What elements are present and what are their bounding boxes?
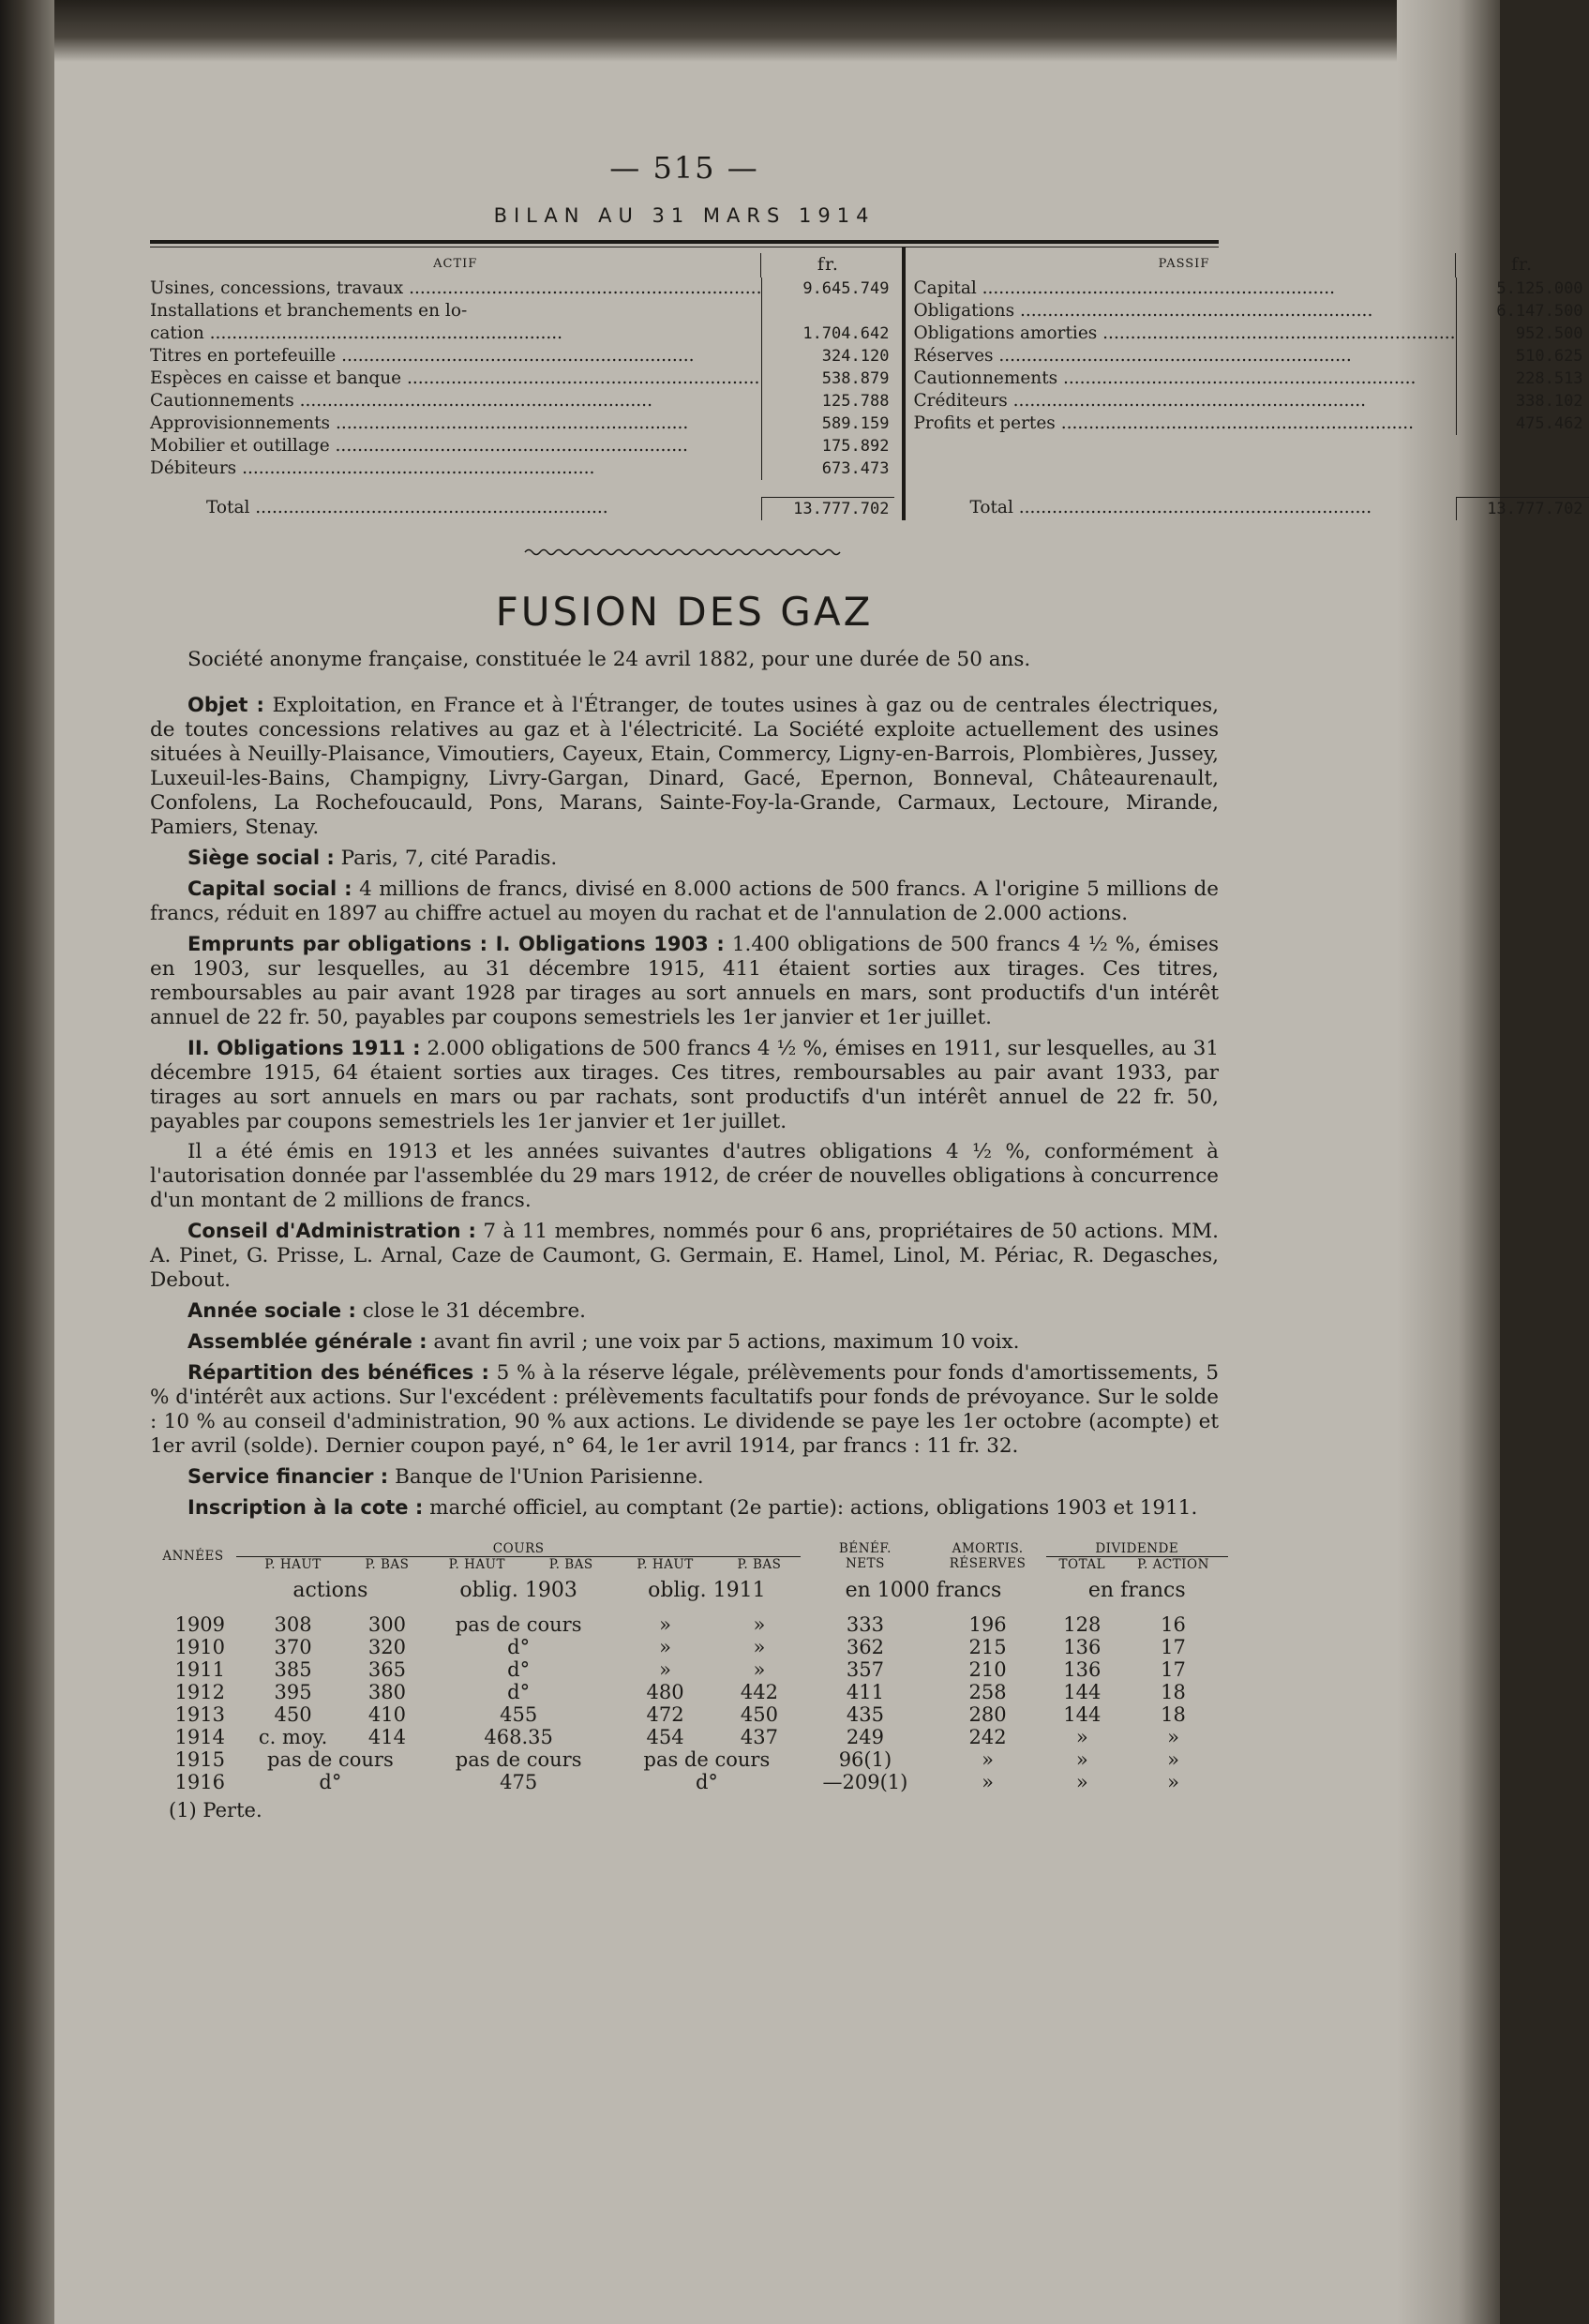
passif-row: [913, 322, 1588, 345]
passif-total-row: [913, 497, 1588, 520]
section-text: 5 % à la réserve légale, prélèvements pour fonds d'amortissements, 5 % d'intérêt aux actions. Sur l'excédent : prélèvements facultatifs pour fonds de prévoyance. Sur le solde : 10 % au conseil d'administration, 90 % aux actions. Le dividende se paye les 1er octobre (acompte) et 1er avril (solde). Dernier coupon payé, n° 64, le 1er avril 1914, par francs : 11 fr. 32.: [150, 1360, 1220, 1458]
price-cell: d°: [507, 1635, 531, 1658]
actif-row-label: Approvisionnements .....: [150, 412, 761, 435]
passif-column: [913, 247, 1588, 520]
actif-row-value: 673.473: [761, 457, 894, 480]
company-section: [150, 846, 1219, 871]
actif-currency: fr.: [760, 253, 894, 277]
section-key: Capital social :: [187, 877, 352, 900]
col-head: RÉSERVES: [949, 1556, 1027, 1572]
passif-row-label: Obligations .....: [913, 300, 1455, 322]
col-head: P. ACTION: [1137, 1556, 1209, 1572]
price-cell: »: [659, 1657, 671, 1681]
price-cell: »: [659, 1635, 671, 1658]
section-text: Exploitation, en France et à l'Étranger, de toutes usines à gaz ou de centrales électriques, de toutes concessions relatives au gaz et à l'électricité. La Société exploite actuellement des usines situées à Neuilly-Plaisance, Vimoutiers, Cayeux, Etain, Commercy, Ligny-en-Barrois, Plombières, Jussey, Luxeuil-les-Bains, Champigny, Livry-Gargan, Dinard, Gacé, Epernon, Bonneval, Châteaurenault, Confolens, La Rochefoucauld, Pons, Marans, Sainte-Foy-la-Grande, Carmaux, Lectoure, Mirande, Pamiers, Stenay.: [150, 693, 1219, 839]
unit-label: actions: [292, 1578, 368, 1602]
column-separator: [902, 247, 906, 520]
passif-row-label: Capital .....: [913, 277, 1455, 300]
value-cell: »: [1167, 1747, 1179, 1771]
value-cell: »: [1167, 1725, 1179, 1748]
value-cell: 362: [846, 1635, 884, 1658]
company-section: [150, 1495, 1219, 1521]
actif-row-label: Mobilier et outillage .....: [150, 435, 761, 457]
value-cell: 435: [846, 1702, 884, 1726]
stats-row: [150, 1703, 1228, 1726]
passif-row-label: Obligations amorties .....: [913, 322, 1455, 345]
year-cell: 1911: [174, 1657, 225, 1681]
price-cell: pas de cours: [267, 1747, 394, 1771]
passif-row-value: 228.513: [1456, 367, 1589, 390]
actif-total-label: Total .....: [150, 497, 761, 520]
bilan-title: BILAN AU 31 MARS 1914: [493, 204, 876, 227]
value-cell: 258: [968, 1680, 1007, 1703]
actif-header: [150, 247, 894, 277]
value-cell: »: [1075, 1770, 1088, 1793]
year-cell: 1914: [174, 1725, 225, 1748]
section-key: Conseil d'Administration :: [187, 1219, 476, 1242]
section-text: Banque de l'Union Parisienne.: [395, 1464, 704, 1489]
stats-row: [150, 1748, 1228, 1771]
stats-row: [150, 1658, 1228, 1681]
section-key: Année sociale :: [187, 1298, 356, 1322]
value-cell: 18: [1161, 1702, 1186, 1726]
company-section: [150, 1140, 1219, 1213]
value-cell: 144: [1063, 1680, 1102, 1703]
stats-table: [150, 1541, 1228, 1793]
price-cell: 410: [367, 1702, 407, 1726]
double-rule: [150, 240, 1219, 247]
actif-row: [150, 457, 894, 480]
group-dividende: DIVIDENDE: [1046, 1541, 1228, 1557]
stats-row: [150, 1726, 1228, 1748]
price-cell: 437: [740, 1725, 778, 1748]
passif-row-label: Réserves .....: [913, 345, 1455, 367]
value-cell: »: [982, 1747, 994, 1771]
price-cell: d°: [695, 1770, 718, 1793]
actif-total-value: 13.777.702: [761, 497, 894, 520]
price-cell: 468.35: [484, 1725, 553, 1748]
passif-row-value: 952.500: [1456, 322, 1589, 345]
value-cell: 136: [1063, 1657, 1102, 1681]
bilan-table: [150, 247, 1583, 520]
company-section: [150, 1298, 1219, 1324]
value-cell: 17: [1161, 1635, 1186, 1658]
section-key: Répartition des bénéfices :: [187, 1360, 489, 1384]
actif-row-value: 589.159: [761, 412, 894, 435]
actif-row: [150, 412, 894, 435]
price-cell: 475: [500, 1770, 538, 1793]
actif-row-value: 9.645.749: [761, 277, 894, 300]
actif-row: [150, 277, 894, 300]
actif-row-value: 1.704.642: [761, 322, 894, 345]
price-cell: 480: [646, 1680, 684, 1703]
unit-label: oblig. 1911: [648, 1578, 766, 1602]
section-key: II. Obligations 1911 :: [187, 1036, 421, 1059]
price-cell: 472: [646, 1702, 684, 1726]
value-cell: 411: [846, 1680, 884, 1703]
stats-row: [150, 1613, 1228, 1636]
passif-total-label: Total .....: [913, 497, 1455, 520]
actif-row: [150, 300, 894, 322]
company-intro: Société anonyme française, constituée le 24 avril 1882, pour une durée de 50 ans.: [187, 648, 1031, 671]
price-cell: 300: [367, 1612, 407, 1636]
actif-row: [150, 367, 894, 390]
page-content: [150, 141, 1583, 1822]
passif-row-label: Créditeurs .....: [913, 390, 1455, 412]
passif-row-value: 6.147.500: [1456, 300, 1589, 322]
actif-row-value: 538.879: [761, 367, 894, 390]
col-head: NETS: [845, 1556, 885, 1572]
col-head: P. BAS: [737, 1556, 782, 1572]
company-section: [150, 932, 1219, 1030]
passif-row-value: 475.462: [1456, 412, 1589, 435]
actif-row-label: cation .....: [150, 322, 761, 345]
year-cell: 1909: [174, 1612, 225, 1636]
actif-row: [150, 435, 894, 457]
passif-row-value: 5.125.000: [1456, 277, 1589, 300]
actif-row-value: [761, 300, 894, 322]
value-cell: 280: [968, 1702, 1007, 1726]
section-key: Emprunts par obligations : I. Obligations 1903 :: [187, 932, 725, 955]
passif-header: [913, 247, 1588, 277]
stats-row: [150, 1681, 1228, 1703]
actif-row-label: Débiteurs .....: [150, 457, 761, 480]
col-benef: BÉNÉF.: [838, 1540, 892, 1556]
price-cell: »: [753, 1657, 766, 1681]
col-head: P. HAUT: [448, 1556, 505, 1572]
passif-header-label: PASSIF: [1158, 257, 1210, 271]
price-cell: 454: [646, 1725, 684, 1748]
price-cell: 442: [740, 1680, 778, 1703]
price-cell: pas de cours: [455, 1612, 582, 1636]
page-number: — 515 —: [609, 150, 759, 186]
price-cell: 365: [367, 1657, 407, 1681]
section-text: 4 millions de francs, divisé en 8.000 actions de 500 francs. A l'origine 5 millions de francs, réduit en 1897 au chiffre actuel au moyen du rachat et de l'annulation de 2.000 actions.: [150, 877, 1219, 925]
passif-row-label: Profits et pertes .....: [913, 412, 1455, 435]
ornament-divider: [150, 543, 1219, 561]
section-text: marché officiel, au comptant (2e partie): actions, obligations 1903 et 1911.: [429, 1495, 1198, 1520]
price-cell: 385: [274, 1657, 312, 1681]
company-section: [150, 1464, 1219, 1490]
company-section: [150, 1219, 1219, 1293]
price-cell: »: [753, 1612, 766, 1636]
price-cell: pas de cours: [643, 1747, 771, 1771]
price-cell: »: [659, 1612, 671, 1636]
company-section: [150, 1036, 1219, 1134]
actif-row-value: 324.120: [761, 345, 894, 367]
section-key: Objet :: [187, 693, 264, 716]
value-cell: 215: [968, 1635, 1007, 1658]
section-key: Assemblée générale :: [187, 1329, 427, 1353]
actif-row-label: Espèces en caisse et banque .....: [150, 367, 761, 390]
passif-row: [913, 345, 1588, 367]
price-cell: »: [753, 1635, 766, 1658]
company-section: [150, 1360, 1219, 1459]
unit-label: oblig. 1903: [459, 1578, 577, 1602]
value-cell: »: [1167, 1770, 1179, 1793]
company-section: [150, 1329, 1219, 1355]
value-cell: 249: [846, 1725, 884, 1748]
section-key: Inscription à la cote :: [187, 1495, 424, 1519]
stats-row: [150, 1771, 1228, 1793]
passif-row-label: Cautionnements .....: [913, 367, 1455, 390]
section-text: close le 31 décembre.: [362, 1298, 587, 1323]
col-head: P. BAS: [365, 1556, 410, 1572]
company-section: [150, 693, 1219, 840]
price-cell: 455: [500, 1702, 538, 1726]
value-cell: —209(1): [822, 1770, 908, 1793]
actif-row-label: Cautionnements .....: [150, 390, 761, 412]
passif-total-value: 13.777.702: [1456, 497, 1589, 520]
year-cell: 1913: [174, 1702, 225, 1726]
book-binding: [0, 0, 54, 2324]
value-cell: »: [1075, 1725, 1088, 1748]
passif-row: [913, 277, 1588, 300]
value-cell: 17: [1161, 1657, 1186, 1681]
value-cell: 96(1): [838, 1747, 892, 1771]
actif-row: [150, 345, 894, 367]
price-cell: 395: [274, 1680, 312, 1703]
year-cell: 1915: [174, 1747, 225, 1771]
price-cell: 414: [367, 1725, 407, 1748]
value-cell: 136: [1063, 1635, 1102, 1658]
footnote: (1) Perte.: [169, 1798, 262, 1822]
value-cell: 242: [968, 1725, 1007, 1748]
price-cell: d°: [507, 1680, 531, 1703]
actif-row-value: 125.788: [761, 390, 894, 412]
passif-row-value: 338.102: [1456, 390, 1589, 412]
col-head: P. BAS: [548, 1556, 593, 1572]
section-text: 1.400 obligations de 500 francs 4 ½ %, émises en 1903, sur lesquelles, au 31 décembre 1915, 411 étaient sorties aux tirages. Ces titres, remboursables au pair avant 1928 par tirages au sort annuels en mars, sont productifs d'un intérêt annuel de 22 fr. 50, payables par coupons semestriels les 1er janvier et 1er juillet.: [150, 932, 1219, 1029]
price-cell: 320: [367, 1635, 407, 1658]
year-cell: 1916: [174, 1770, 225, 1793]
page-top-edge: [0, 0, 1500, 62]
col-amortis: AMORTIS.: [952, 1540, 1024, 1556]
passif-currency: fr.: [1455, 253, 1589, 277]
actif-row-label: Titres en portefeuille .....: [150, 345, 761, 367]
actif-row: [150, 390, 894, 412]
actif-column: [150, 247, 894, 520]
price-cell: 450: [274, 1702, 312, 1726]
section-text: 2.000 obligations de 500 francs 4 ½ %, émises en 1911, sur lesquelles, au 31 décembre 1915, 64 étaient sorties aux tirages. Ces titres, remboursables au pair avant 1933, par tirages au sort annuels en mars ou par rachats, sont productifs d'un intérêt annuel de 22 fr. 50, payables par coupons semestriels les 1er janvier et 1er juillet.: [150, 1036, 1219, 1133]
actif-header-label: ACTIF: [433, 257, 478, 271]
actif-row-label: Usines, concessions, travaux .....: [150, 277, 761, 300]
value-cell: 18: [1161, 1680, 1186, 1703]
company-title: FUSION DES GAZ: [495, 589, 874, 635]
actif-row-label: Installations et branchements en lo-: [150, 301, 468, 321]
value-cell: 128: [1063, 1612, 1102, 1636]
section-text: 7 à 11 membres, nommés pour 6 ans, propriétaires de 50 actions. MM. A. Pinet, G. Prisse, L. Arnal, Caze de Caumont, G. Germain, E. Hamel, Linol, M. Périac, R. Degasches, Debout.: [150, 1219, 1219, 1292]
passif-row-value: 510.625: [1456, 345, 1589, 367]
unit-label: en 1000 francs: [845, 1578, 1002, 1602]
actif-total-row: [150, 497, 894, 520]
price-cell: d°: [507, 1657, 531, 1681]
col-head: P. HAUT: [264, 1556, 322, 1572]
year-cell: 1910: [174, 1635, 225, 1658]
price-cell: 370: [274, 1635, 312, 1658]
col-head: P. HAUT: [637, 1556, 694, 1572]
section-text: Paris, 7, cité Paradis.: [340, 846, 558, 870]
unit-label: en francs: [1087, 1578, 1186, 1602]
passif-row: [913, 412, 1588, 435]
value-cell: 144: [1063, 1702, 1102, 1726]
passif-row: [913, 300, 1588, 322]
price-cell: 308: [274, 1612, 312, 1636]
price-cell: d°: [319, 1770, 342, 1793]
price-cell: 450: [740, 1702, 778, 1726]
value-cell: »: [982, 1770, 994, 1793]
sub-spacer: [150, 1572, 236, 1613]
value-cell: 333: [846, 1612, 884, 1636]
section-text: Il a été émis en 1913 et les années suivantes d'autres obligations 4 ½ %, conformément à l'autorisation donnée par l'assemblée du 29 mars 1912, de créer de nouvelles obligations à concurrence d'un montant de 2 millions de francs.: [150, 1139, 1219, 1212]
company-section: [150, 877, 1219, 926]
section-text: avant fin avril ; une voix par 5 actions, maximum 10 voix.: [433, 1329, 1020, 1354]
company-sections: [150, 693, 1219, 1521]
price-cell: pas de cours: [455, 1747, 582, 1771]
section-key: Siège social :: [187, 846, 335, 869]
actif-row-value: 175.892: [761, 435, 894, 457]
group-cours: COURS: [236, 1541, 801, 1557]
passif-row: [913, 390, 1588, 412]
value-cell: 210: [968, 1657, 1007, 1681]
value-cell: 196: [968, 1612, 1007, 1636]
actif-row: [150, 322, 894, 345]
value-cell: »: [1075, 1747, 1088, 1771]
value-cell: 357: [846, 1657, 884, 1681]
value-cell: 16: [1161, 1612, 1186, 1636]
stats-row: [150, 1636, 1228, 1658]
price-cell: c. moy.: [258, 1725, 328, 1748]
section-key: Service financier :: [187, 1464, 389, 1488]
year-cell: 1912: [174, 1680, 225, 1703]
col-head: TOTAL: [1058, 1556, 1106, 1572]
price-cell: 380: [367, 1680, 407, 1703]
passif-row: [913, 367, 1588, 390]
col-annees: ANNÉES: [162, 1549, 224, 1564]
